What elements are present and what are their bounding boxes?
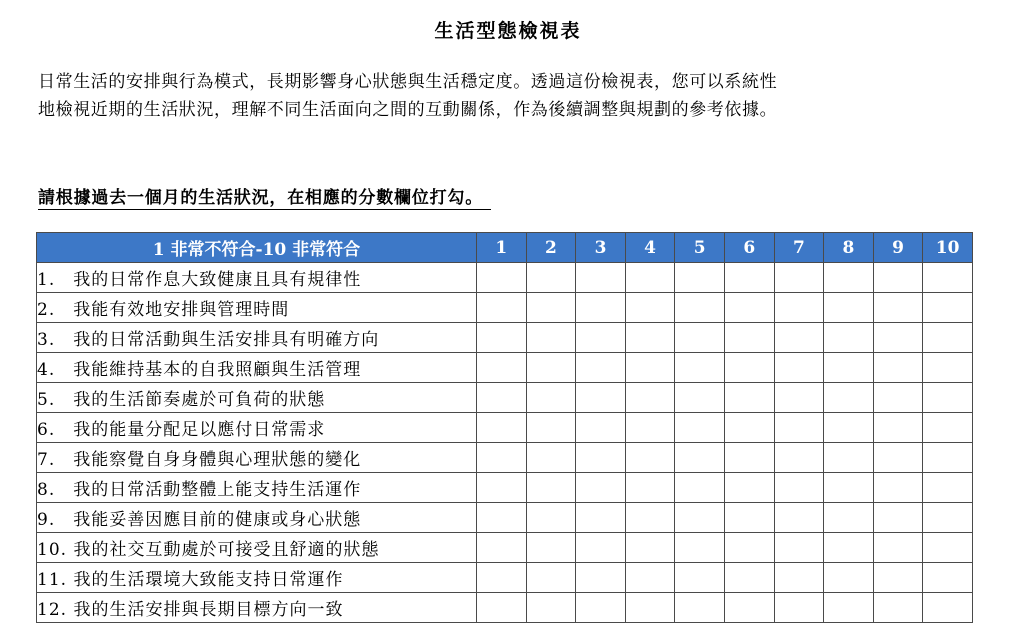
- score-checkbox-cell-5[interactable]: [675, 353, 725, 383]
- score-checkbox-cell-4[interactable]: [625, 413, 675, 443]
- item-label: 7. 我能察覺自身身體與心理狀態的變化: [37, 443, 477, 473]
- score-checkbox-cell-3[interactable]: [576, 563, 626, 593]
- score-checkbox-cell-7[interactable]: [774, 473, 824, 503]
- table-row: [37, 323, 973, 353]
- score-checkbox-cell-3[interactable]: [576, 293, 626, 323]
- score-header-6: 6: [724, 233, 774, 263]
- score-checkbox-cell-4[interactable]: [625, 293, 675, 323]
- score-checkbox-cell-1[interactable]: [477, 293, 527, 323]
- score-checkbox-cell-10[interactable]: [923, 503, 973, 533]
- score-checkbox-cell-10[interactable]: [923, 593, 973, 623]
- score-checkbox-cell-2[interactable]: [526, 413, 576, 443]
- lifestyle-checklist-table: [36, 232, 973, 623]
- score-checkbox-cell-4[interactable]: [625, 503, 675, 533]
- score-checkbox-cell-7[interactable]: [774, 593, 824, 623]
- table-row: [37, 293, 973, 323]
- scale-header: 1 非常不符合-10 非常符合: [37, 233, 477, 263]
- score-header-8: 8: [824, 233, 874, 263]
- score-checkbox-cell-8[interactable]: [824, 473, 874, 503]
- score-checkbox-cell-7[interactable]: [774, 353, 824, 383]
- intro-line: 日常生活的安排與行為模式，長期影響身心狀態與生活穩定度。透過這份檢視表，您可以系統性: [38, 72, 778, 92]
- score-checkbox-cell-1[interactable]: [477, 503, 527, 533]
- score-checkbox-cell-10[interactable]: [923, 383, 973, 413]
- score-checkbox-cell-9[interactable]: [873, 263, 923, 293]
- score-checkbox-cell-1[interactable]: [477, 383, 527, 413]
- score-checkbox-cell-2[interactable]: [526, 473, 576, 503]
- score-checkbox-cell-10[interactable]: [923, 533, 973, 563]
- item-label: 8. 我的日常活動整體上能支持生活運作: [37, 473, 477, 503]
- table-row: [37, 413, 973, 443]
- table-row: [37, 473, 973, 503]
- score-checkbox-cell-3[interactable]: [576, 503, 626, 533]
- score-checkbox-cell-5[interactable]: [675, 563, 725, 593]
- score-checkbox-cell-4[interactable]: [625, 593, 675, 623]
- score-checkbox-cell-3[interactable]: [576, 473, 626, 503]
- score-checkbox-cell-4[interactable]: [625, 563, 675, 593]
- score-checkbox-cell-9[interactable]: [873, 413, 923, 443]
- score-checkbox-cell-5[interactable]: [675, 533, 725, 563]
- score-checkbox-cell-6[interactable]: [724, 563, 774, 593]
- score-checkbox-cell-8[interactable]: [824, 503, 874, 533]
- score-checkbox-cell-1[interactable]: [477, 353, 527, 383]
- score-checkbox-cell-10[interactable]: [923, 413, 973, 443]
- score-checkbox-cell-10[interactable]: [923, 443, 973, 473]
- score-checkbox-cell-3[interactable]: [576, 263, 626, 293]
- score-checkbox-cell-6[interactable]: [724, 593, 774, 623]
- score-checkbox-cell-3[interactable]: [576, 443, 626, 473]
- score-checkbox-cell-4[interactable]: [625, 443, 675, 473]
- score-checkbox-cell-3[interactable]: [576, 413, 626, 443]
- score-header-1: 1: [477, 233, 527, 263]
- score-checkbox-cell-2[interactable]: [526, 383, 576, 413]
- score-checkbox-cell-5[interactable]: [675, 383, 725, 413]
- score-checkbox-cell-5[interactable]: [675, 473, 725, 503]
- score-checkbox-cell-9[interactable]: [873, 443, 923, 473]
- score-checkbox-cell-8[interactable]: [824, 413, 874, 443]
- score-checkbox-cell-4[interactable]: [625, 473, 675, 503]
- score-checkbox-cell-6[interactable]: [724, 503, 774, 533]
- score-checkbox-cell-5[interactable]: [675, 413, 725, 443]
- score-checkbox-cell-3[interactable]: [576, 353, 626, 383]
- score-checkbox-cell-4[interactable]: [625, 263, 675, 293]
- score-checkbox-cell-9[interactable]: [873, 473, 923, 503]
- score-checkbox-cell-6[interactable]: [724, 413, 774, 443]
- score-checkbox-cell-5[interactable]: [675, 323, 725, 353]
- score-checkbox-cell-7[interactable]: [774, 533, 824, 563]
- item-label: 4. 我能維持基本的自我照顧與生活管理: [37, 353, 477, 383]
- score-checkbox-cell-2[interactable]: [526, 293, 576, 323]
- score-checkbox-cell-1[interactable]: [477, 443, 527, 473]
- score-checkbox-cell-10[interactable]: [923, 263, 973, 293]
- score-checkbox-cell-5[interactable]: [675, 593, 725, 623]
- intro-paragraph: [38, 68, 983, 124]
- score-checkbox-cell-1[interactable]: [477, 473, 527, 503]
- table-row: [37, 533, 973, 563]
- score-checkbox-cell-5[interactable]: [675, 503, 725, 533]
- score-checkbox-cell-5[interactable]: [675, 293, 725, 323]
- score-checkbox-cell-6[interactable]: [724, 443, 774, 473]
- checklist-body: [37, 263, 973, 623]
- document-title: 生活型態檢視表: [434, 20, 582, 42]
- score-header-2: 2: [526, 233, 576, 263]
- score-checkbox-cell-9[interactable]: [873, 533, 923, 563]
- score-checkbox-cell-3[interactable]: [576, 593, 626, 623]
- table-row: [37, 443, 973, 473]
- score-checkbox-cell-3[interactable]: [576, 323, 626, 353]
- score-checkbox-cell-6[interactable]: [724, 353, 774, 383]
- item-label: 1. 我的日常作息大致健康且具有規律性: [37, 263, 477, 293]
- item-label: 10. 我的社交互動處於可接受且舒適的狀態: [37, 533, 477, 563]
- score-checkbox-cell-8[interactable]: [824, 533, 874, 563]
- table-header-row: [37, 233, 973, 263]
- instruction-text: 請根據過去一個月的生活狀況，在相應的分數欄位打勾。: [38, 183, 491, 210]
- score-checkbox-cell-2[interactable]: [526, 353, 576, 383]
- score-checkbox-cell-2[interactable]: [526, 263, 576, 293]
- score-checkbox-cell-2[interactable]: [526, 503, 576, 533]
- item-label: 5. 我的生活節奏處於可負荷的狀態: [37, 383, 477, 413]
- table-row: [37, 353, 973, 383]
- score-checkbox-cell-4[interactable]: [625, 533, 675, 563]
- score-checkbox-cell-6[interactable]: [724, 473, 774, 503]
- score-checkbox-cell-1[interactable]: [477, 563, 527, 593]
- score-header-7: 7: [774, 233, 824, 263]
- score-checkbox-cell-7[interactable]: [774, 263, 824, 293]
- score-checkbox-cell-4[interactable]: [625, 353, 675, 383]
- score-checkbox-cell-8[interactable]: [824, 563, 874, 593]
- item-label: 11. 我的生活環境大致能支持日常運作: [37, 563, 477, 593]
- score-checkbox-cell-9[interactable]: [873, 353, 923, 383]
- score-checkbox-cell-9[interactable]: [873, 293, 923, 323]
- score-checkbox-cell-8[interactable]: [824, 353, 874, 383]
- score-checkbox-cell-1[interactable]: [477, 533, 527, 563]
- score-checkbox-cell-7[interactable]: [774, 383, 824, 413]
- score-checkbox-cell-7[interactable]: [774, 443, 824, 473]
- score-checkbox-cell-1[interactable]: [477, 593, 527, 623]
- score-checkbox-cell-8[interactable]: [824, 383, 874, 413]
- score-checkbox-cell-1[interactable]: [477, 413, 527, 443]
- score-checkbox-cell-10[interactable]: [923, 323, 973, 353]
- item-label: 2. 我能有效地安排與管理時間: [37, 293, 477, 323]
- score-checkbox-cell-7[interactable]: [774, 563, 824, 593]
- score-checkbox-cell-9[interactable]: [873, 563, 923, 593]
- score-checkbox-cell-2[interactable]: [526, 533, 576, 563]
- score-header-5: 5: [675, 233, 725, 263]
- score-checkbox-cell-8[interactable]: [824, 443, 874, 473]
- score-checkbox-cell-6[interactable]: [724, 263, 774, 293]
- score-checkbox-cell-9[interactable]: [873, 503, 923, 533]
- score-checkbox-cell-10[interactable]: [923, 563, 973, 593]
- score-checkbox-cell-6[interactable]: [724, 293, 774, 323]
- score-checkbox-cell-6[interactable]: [724, 533, 774, 563]
- score-checkbox-cell-9[interactable]: [873, 383, 923, 413]
- score-checkbox-cell-2[interactable]: [526, 323, 576, 353]
- score-checkbox-cell-2[interactable]: [526, 443, 576, 473]
- item-label: 3. 我的日常活動與生活安排具有明確方向: [37, 323, 477, 353]
- score-header-9: 9: [873, 233, 923, 263]
- score-checkbox-cell-4[interactable]: [625, 323, 675, 353]
- score-checkbox-cell-7[interactable]: [774, 503, 824, 533]
- score-checkbox-cell-7[interactable]: [774, 293, 824, 323]
- score-checkbox-cell-8[interactable]: [824, 293, 874, 323]
- table-row: [37, 563, 973, 593]
- table-row: [37, 593, 973, 623]
- item-label: 12. 我的生活安排與長期目標方向一致: [37, 593, 477, 623]
- table-row: [37, 503, 973, 533]
- score-checkbox-cell-1[interactable]: [477, 263, 527, 293]
- score-checkbox-cell-10[interactable]: [923, 293, 973, 323]
- score-checkbox-cell-2[interactable]: [526, 563, 576, 593]
- item-label: 6. 我的能量分配足以應付日常需求: [37, 413, 477, 443]
- score-checkbox-cell-5[interactable]: [675, 443, 725, 473]
- score-checkbox-cell-4[interactable]: [625, 383, 675, 413]
- score-checkbox-cell-9[interactable]: [873, 593, 923, 623]
- score-checkbox-cell-7[interactable]: [774, 323, 824, 353]
- score-checkbox-cell-3[interactable]: [576, 383, 626, 413]
- score-checkbox-cell-8[interactable]: [824, 323, 874, 353]
- table-row: [37, 263, 973, 293]
- score-checkbox-cell-10[interactable]: [923, 473, 973, 503]
- table-row: [37, 383, 973, 413]
- score-header-10: 10: [923, 233, 973, 263]
- score-checkbox-cell-1[interactable]: [477, 323, 527, 353]
- intro-line: 地檢視近期的生活狀況，理解不同生活面向之間的互動關係，作為後續調整與規劃的參考依據。: [38, 100, 778, 120]
- score-checkbox-cell-5[interactable]: [675, 263, 725, 293]
- score-checkbox-cell-9[interactable]: [873, 323, 923, 353]
- score-checkbox-cell-3[interactable]: [576, 533, 626, 563]
- score-header-4: 4: [625, 233, 675, 263]
- score-checkbox-cell-6[interactable]: [724, 323, 774, 353]
- score-checkbox-cell-10[interactable]: [923, 353, 973, 383]
- score-checkbox-cell-7[interactable]: [774, 413, 824, 443]
- score-checkbox-cell-6[interactable]: [724, 383, 774, 413]
- score-checkbox-cell-8[interactable]: [824, 263, 874, 293]
- score-checkbox-cell-8[interactable]: [824, 593, 874, 623]
- item-label: 9. 我能妥善因應目前的健康或身心狀態: [37, 503, 477, 533]
- score-checkbox-cell-2[interactable]: [526, 593, 576, 623]
- score-header-3: 3: [576, 233, 626, 263]
